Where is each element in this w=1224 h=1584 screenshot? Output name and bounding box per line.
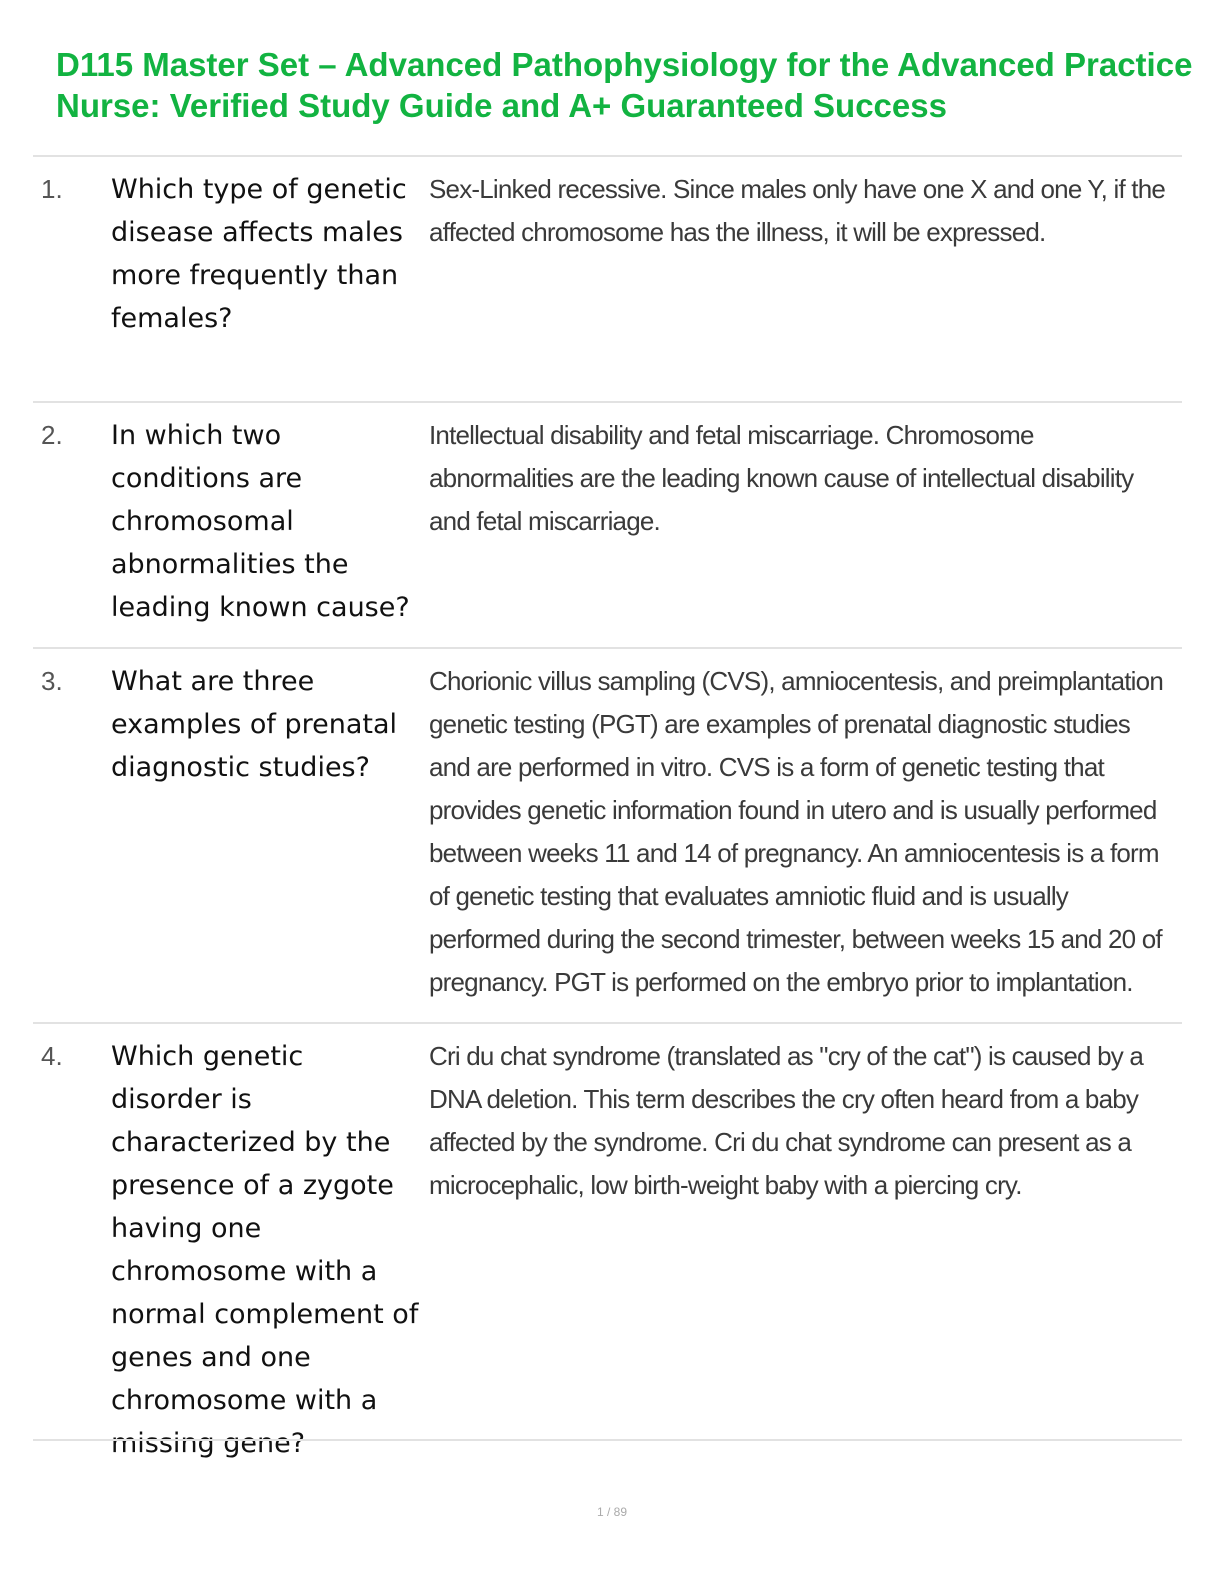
page-indicator: 1 / 89	[596, 1505, 628, 1519]
question-number: 3.	[41, 666, 63, 696]
question-number: 2.	[41, 420, 63, 450]
document-title: D115 Master Set – Advanced Pathophysiology for the Advanced Practice Nurse: Verified Study Guide and A+ Guaranteed Success	[56, 46, 1193, 124]
question-text: In which two conditions are chromosomal abnormalities the leading known cause?	[111, 420, 410, 623]
answer-text: Cri du chat syndrome (translated as "cry of the cat") is caused by a DNA deletion. This term describes the cry often heard from a baby affected by the syndrome. Cri du chat syndrome can present as a microcephalic, low birth-weight baby with a piercing cry.	[429, 1041, 1144, 1200]
divider	[33, 401, 1182, 403]
question-number: 1.	[41, 174, 63, 204]
divider	[33, 647, 1182, 649]
question-text: What are three examples of prenatal diagnostic studies?	[111, 666, 398, 783]
answer-text: Chorionic villus sampling (CVS), amniocentesis, and preimplantation genetic testing (PGT) are examples of prenatal diagnostic studies and are performed in vitro. CVS is a form of genetic testing that provides genetic information found in utero and is usually performed between weeks 11 and 14 of pregnancy. An amniocentesis is a form of genetic testing that evaluates amniotic fluid and is usually performed during the second trimester, between weeks 15 and 20 of pregnancy. PGT is performed on the embryo prior to implantation.	[429, 666, 1163, 997]
question-number: 4.	[41, 1041, 63, 1071]
question-text: Which genetic disorder is characterized by the presence of a zygote having one chromosome with a normal complement of genes and one chromosome with a missing gene?	[111, 1041, 419, 1459]
divider	[33, 1022, 1182, 1024]
question-text: Which type of genetic disease affects males more frequently than females?	[111, 174, 407, 334]
answer-text: Intellectual disability and fetal miscarriage. Chromosome abnormalities are the leading known cause of intellectual disability and fetal miscarriage.	[429, 420, 1134, 536]
divider	[33, 155, 1182, 157]
divider	[33, 1439, 1182, 1441]
answer-text: Sex-Linked recessive. Since males only have one X and one Y, if the affected chromosome has the illness, it will be expressed.	[429, 174, 1166, 247]
